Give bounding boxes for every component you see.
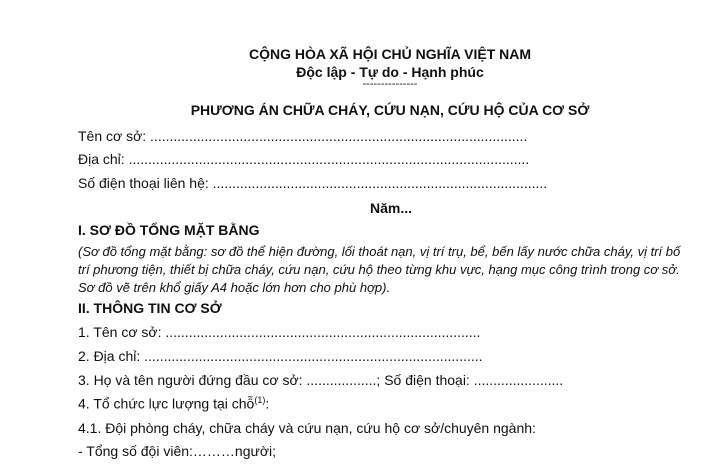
national-motto: Độc lập - Tự do - Hạnh phúc (296, 64, 484, 80)
year-label: Năm... (370, 200, 413, 216)
item-address: 2. Địa chỉ: ....................................................................................... (78, 348, 483, 364)
section-2-heading: II. THÔNG TIN CƠ SỞ (78, 300, 222, 316)
note-line: (Sơ đồ tổng mặt bằng: sơ đồ thể hiện đường, lối thoát nạn, vị trí trụ, bể, bến lấy nước chữa cháy, vị trí bố (78, 244, 681, 259)
item-onsite-force-label: 4. Tổ chức lực lượng tại chỗ (78, 395, 255, 412)
header-divider: --------------- (362, 78, 418, 90)
phone-field: Số điện thoại liên hệ: ...................................................................................... (78, 175, 548, 191)
footnote-marker: (1) (254, 395, 266, 405)
document-title: PHƯƠNG ÁN CHỮA CHÁY, CỨU NẠN, CỨU HỘ CỦA CƠ SỞ (190, 102, 590, 118)
item-facility-name: 1. Tên cơ sở: ................................................................................. (78, 324, 481, 340)
note-line: Sơ đồ vẽ trên khổ giấy A4 hoặc lớn hơn cho phù hợp). (78, 280, 391, 295)
item-member-count: - Tổng số đội viên:………người; (78, 443, 277, 459)
country-name: CỘNG HÒA XÃ HỘI CHỦ NGHĨA VIỆT NAM (248, 46, 532, 62)
note-line: trí phương tiện, thiết bị chữa cháy, cứu nạn, cứu hộ theo từng khu vực, hạng mục công trình trong cơ sở. (78, 262, 680, 277)
section-1-heading: I. SƠ ĐỒ TỔNG MẶT BẰNG (78, 222, 260, 238)
item-onsite-force (78, 395, 269, 412)
item-fire-team: 4.1. Đội phòng cháy, chữa cháy và cứu nạn, cứu hộ cơ sở/chuyên ngành: (78, 420, 536, 436)
item-onsite-force-colon: : (265, 395, 270, 412)
item-head-person: 3. Họ và tên người đứng đầu cơ sở: ..................; Số điện thoại: ....................... (78, 372, 564, 388)
address-field: Địa chỉ: ....................................................................................................... (78, 151, 530, 167)
section-1-note (78, 243, 718, 297)
facility-name-field: Tên cơ sở: ................................................................................................. (78, 128, 528, 144)
